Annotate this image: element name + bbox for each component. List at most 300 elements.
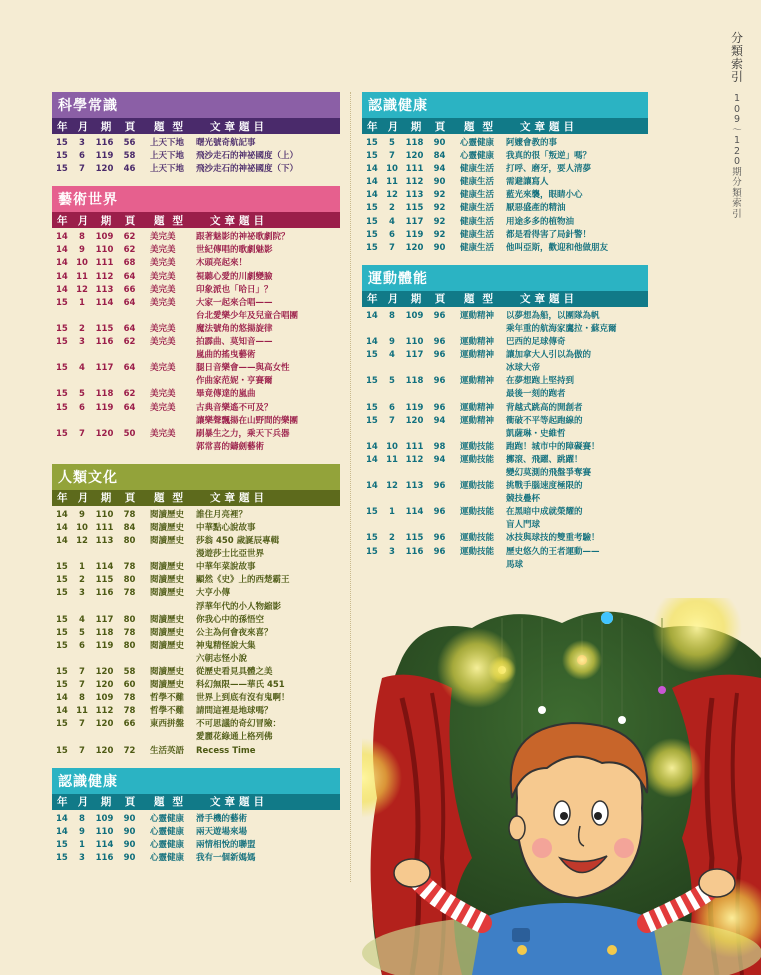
table-row	[52, 257, 340, 270]
month-cell: 2	[79, 575, 85, 586]
year-cell: 14	[56, 232, 68, 243]
category-cell: 生活英語	[150, 745, 185, 756]
issue-cell: 116	[95, 337, 114, 348]
side-title-char: 類	[730, 44, 743, 58]
right-column	[362, 92, 648, 582]
year-cell: 15	[366, 376, 378, 387]
issue-cell: 120	[405, 151, 424, 162]
year-cell	[52, 601, 72, 614]
category-cell: 哲學不難	[150, 706, 185, 717]
page-cell: 66	[123, 284, 136, 295]
page-cell: 60	[123, 680, 136, 691]
month-cell: 7	[79, 428, 85, 439]
table-row	[362, 402, 648, 415]
month-cell: 11	[76, 706, 88, 717]
issue-cell: 113	[95, 536, 114, 547]
category-cell: 閱讀歷史	[150, 667, 185, 677]
table-row	[52, 548, 340, 561]
category-cell: 運動技能	[460, 481, 495, 492]
title-cell: 嵐曲的搖曳藝術	[196, 350, 256, 361]
year-cell: 15	[56, 852, 68, 863]
page-cell	[427, 559, 452, 572]
table-row	[52, 614, 340, 627]
table-row	[52, 813, 340, 826]
header-page: 頁	[434, 293, 446, 306]
month-cell: 5	[79, 389, 85, 400]
table-header	[52, 212, 340, 228]
title-cell: 腿日音樂會——與高女性	[196, 363, 290, 374]
category-cell: 美完美	[150, 428, 176, 439]
month-cell	[72, 548, 92, 561]
page-cell: 66	[123, 719, 136, 730]
category-cell: 閱讀歷史	[150, 536, 185, 547]
page-cell: 64	[123, 402, 136, 413]
category-cell: 上天下地	[150, 164, 185, 175]
category-cell	[142, 601, 196, 614]
table-row	[52, 441, 340, 454]
issue-cell: 114	[95, 562, 114, 573]
issue-cell	[92, 310, 117, 323]
year-cell: 15	[366, 350, 378, 361]
month-cell	[72, 601, 92, 614]
header-issue: 期	[410, 293, 422, 306]
month-cell: 10	[386, 441, 398, 452]
issue-cell	[402, 362, 427, 375]
table-row	[52, 839, 340, 852]
table-row	[52, 587, 340, 600]
header-category: 題型	[154, 214, 191, 227]
year-cell: 15	[56, 164, 68, 175]
category-cell: 健康生活	[460, 177, 495, 188]
month-cell: 8	[389, 310, 395, 321]
title-cell: 在夢想跑上堅持到	[506, 376, 575, 387]
month-cell: 7	[79, 164, 85, 175]
month-cell: 4	[79, 614, 85, 625]
title-cell: 飛沙走石的神祕國度（下）	[196, 164, 299, 175]
year-cell: 14	[366, 481, 378, 492]
title-cell: 打呼、磨牙，要人清夢	[506, 164, 592, 175]
table-row	[362, 323, 648, 336]
title-cell: 厭惡盛產的精油	[506, 203, 566, 214]
month-cell: 7	[389, 151, 395, 162]
header-article: 文章題目	[210, 796, 268, 809]
category-section	[52, 464, 340, 758]
category-cell: 上天下地	[150, 151, 185, 162]
year-cell: 15	[366, 151, 378, 162]
year-cell: 14	[366, 454, 378, 465]
year-cell	[362, 519, 382, 532]
issue-cell	[92, 441, 117, 454]
table-row	[52, 718, 340, 731]
side-title-char: 索	[730, 57, 743, 71]
title-cell: 滑手機的藝術	[196, 813, 248, 824]
table-row	[52, 362, 340, 375]
page-cell: 96	[433, 546, 446, 557]
side-subtitle-char: 引	[732, 208, 742, 220]
page-cell: 90	[123, 852, 136, 863]
table-body	[362, 134, 648, 255]
category-section	[52, 92, 340, 176]
category-cell: 心靈健康	[150, 826, 185, 837]
year-cell	[362, 467, 382, 480]
year-cell	[52, 653, 72, 666]
month-cell	[72, 653, 92, 666]
year-cell: 15	[56, 680, 68, 691]
page-cell	[427, 388, 452, 401]
page-cell: 80	[123, 614, 136, 625]
table-row	[52, 679, 340, 692]
year-cell	[362, 559, 382, 572]
category-cell	[142, 349, 196, 362]
page-cell	[117, 548, 142, 561]
header-article: 文章題目	[210, 120, 268, 133]
page-cell: 90	[433, 242, 446, 253]
page-cell: 80	[123, 640, 136, 651]
page-cell	[427, 362, 452, 375]
category-cell: 運動技能	[460, 441, 495, 452]
year-cell: 15	[56, 402, 68, 413]
month-cell: 6	[389, 402, 395, 413]
header-category: 題型	[464, 293, 501, 306]
category-cell: 閱讀歷史	[150, 680, 185, 691]
issue-cell: 112	[95, 706, 114, 717]
page-cell: 84	[123, 522, 136, 533]
month-cell: 9	[389, 337, 395, 348]
issue-cell: 120	[95, 667, 114, 677]
category-section	[52, 768, 340, 865]
title-cell: 木頭亮起來！	[196, 258, 248, 269]
category-cell: 運動技能	[460, 507, 495, 518]
month-cell: 12	[386, 481, 398, 492]
issue-cell: 118	[95, 389, 114, 400]
title-cell: 魔法號角的悠揚旋律	[196, 323, 273, 334]
month-cell	[72, 310, 92, 323]
issue-cell	[92, 415, 117, 428]
category-cell: 美完美	[150, 297, 176, 308]
page-cell	[117, 653, 142, 666]
title-cell: Recess Time	[196, 745, 256, 756]
category-cell: 運動精神	[460, 415, 495, 426]
category-cell: 閱讀歷史	[150, 562, 185, 573]
year-cell: 14	[366, 310, 378, 321]
issue-cell	[92, 601, 117, 614]
table-header	[362, 118, 648, 134]
page-cell: 96	[433, 337, 446, 348]
page-cell: 96	[433, 507, 446, 518]
year-cell: 15	[56, 588, 68, 599]
table-row	[52, 297, 340, 310]
month-cell: 10	[386, 164, 398, 175]
table-row	[52, 535, 340, 548]
header-issue: 期	[100, 214, 112, 227]
header-issue: 期	[100, 796, 112, 809]
title-cell: 曙光號奇航記事	[196, 138, 256, 148]
category-cell: 美完美	[150, 284, 176, 295]
page-cell: 98	[433, 441, 446, 452]
year-cell: 15	[56, 428, 68, 439]
title-cell: 我有一個新媽媽	[196, 852, 256, 863]
year-cell	[52, 441, 72, 454]
title-cell: 漫遊莎士比亞世界	[196, 549, 265, 560]
table-row	[52, 323, 340, 336]
category-cell: 閱讀歷史	[150, 614, 185, 625]
header-category: 題型	[154, 796, 191, 809]
page-cell	[117, 310, 142, 323]
year-cell: 14	[56, 693, 68, 704]
title-cell: 印象派也「哈日」？	[196, 284, 273, 295]
title-cell: 競技疊杯	[506, 494, 541, 505]
page-cell: 84	[433, 151, 446, 162]
header-year: 年	[367, 293, 378, 306]
category-cell	[142, 653, 196, 666]
stage-illustration	[362, 598, 761, 975]
issue-cell: 117	[405, 216, 424, 227]
page-cell	[427, 467, 452, 480]
title-cell: 台北愛樂少年及兒童合唱團	[196, 310, 299, 321]
issue-cell: 119	[405, 402, 424, 413]
category-section	[362, 265, 648, 572]
month-cell: 2	[389, 203, 395, 214]
title-cell: 你我心中的孫悟空	[196, 614, 265, 625]
month-cell: 4	[389, 216, 395, 227]
category-cell	[452, 388, 506, 401]
year-cell: 15	[56, 138, 68, 148]
month-cell	[382, 519, 402, 532]
month-cell: 12	[76, 536, 88, 547]
issue-cell: 109	[95, 813, 114, 824]
category-cell	[142, 548, 196, 561]
category-cell: 閱讀歷史	[150, 627, 185, 638]
page-cell: 56	[123, 138, 136, 148]
table-row	[52, 745, 340, 758]
page-cell: 46	[123, 164, 136, 175]
year-cell: 15	[56, 562, 68, 573]
side-subtitle-char: 期	[732, 166, 742, 178]
year-cell: 15	[56, 667, 68, 677]
header-month: 月	[387, 120, 399, 133]
month-cell: 8	[79, 813, 85, 824]
table-row	[52, 627, 340, 640]
table-row	[52, 574, 340, 587]
category-cell	[142, 731, 196, 744]
table-row	[52, 826, 340, 839]
issue-cell	[92, 731, 117, 744]
title-cell: 古典音樂遙不可及？	[196, 402, 273, 413]
page-cell	[117, 731, 142, 744]
issue-cell	[402, 428, 427, 441]
issue-cell	[402, 467, 427, 480]
year-cell: 14	[366, 337, 378, 348]
table-header	[52, 490, 340, 506]
issue-cell: 116	[405, 546, 424, 557]
issue-cell: 113	[405, 190, 424, 201]
issue-cell: 120	[95, 745, 114, 756]
header-month: 月	[77, 120, 89, 133]
category-cell: 運動精神	[460, 376, 495, 387]
title-cell: 最後一刻的跑者	[506, 389, 566, 400]
issue-cell: 115	[405, 533, 424, 544]
year-cell: 15	[56, 614, 68, 625]
page-cell	[117, 415, 142, 428]
month-cell: 9	[79, 509, 85, 520]
header-article: 文章題目	[210, 214, 268, 227]
issue-cell: 114	[405, 507, 424, 518]
title-cell: 兩情相悅的聯盟	[196, 839, 256, 850]
table-row	[52, 601, 340, 614]
title-cell: 凱薩琳・史維哲	[506, 428, 566, 439]
page-cell: 90	[123, 839, 136, 850]
month-cell: 1	[79, 839, 85, 850]
issue-cell: 109	[95, 693, 114, 704]
side-title-char: 引	[730, 70, 743, 84]
month-cell: 8	[79, 693, 85, 704]
header-month: 月	[387, 293, 399, 306]
page-cell: 80	[123, 575, 136, 586]
month-cell: 3	[79, 337, 85, 348]
page-cell: 94	[433, 415, 446, 426]
category-cell: 美完美	[150, 402, 176, 413]
year-cell	[52, 731, 72, 744]
page-cell	[427, 519, 452, 532]
title-cell: 歷史悠久的王者運動——	[506, 546, 600, 557]
page-cell: 78	[123, 509, 136, 520]
table-row	[52, 705, 340, 718]
issue-cell: 114	[95, 297, 114, 308]
table-row	[52, 310, 340, 323]
header-year: 年	[57, 492, 68, 505]
header-year: 年	[57, 120, 68, 133]
page-cell: 72	[123, 745, 136, 756]
title-cell: 跟著魅影的神祕歌劇院？	[196, 232, 290, 243]
side-subtitle-char: 9	[733, 114, 741, 125]
issue-cell: 120	[95, 164, 114, 175]
table-row	[52, 163, 340, 176]
year-cell: 15	[366, 229, 378, 240]
header-year: 年	[57, 214, 68, 227]
year-cell: 15	[56, 363, 68, 374]
year-cell: 15	[366, 546, 378, 557]
issue-cell: 119	[95, 402, 114, 413]
column-divider	[350, 92, 351, 882]
category-cell	[142, 310, 196, 323]
page-cell: 94	[433, 454, 446, 465]
month-cell	[72, 375, 92, 388]
category-cell: 閱讀歷史	[150, 509, 185, 520]
month-cell: 1	[389, 507, 395, 518]
page-cell: 96	[433, 310, 446, 321]
page-cell: 90	[123, 813, 136, 824]
issue-cell: 120	[95, 428, 114, 439]
header-month: 月	[77, 214, 89, 227]
title-cell: 大家一起來合唱——	[196, 297, 273, 308]
title-cell: 六朝志怪小說	[196, 653, 248, 664]
month-cell: 7	[79, 667, 85, 677]
issue-cell: 110	[95, 509, 114, 520]
table-row	[362, 362, 648, 375]
issue-cell: 114	[95, 839, 114, 850]
year-cell	[362, 323, 382, 336]
header-year: 年	[57, 796, 68, 809]
side-subtitle-char: 類	[732, 187, 742, 199]
section-title: 藝術世界	[52, 186, 340, 212]
issue-cell: 116	[95, 588, 114, 599]
page-cell	[117, 375, 142, 388]
side-subtitle-char: 1	[733, 93, 741, 104]
issue-cell: 116	[95, 138, 114, 148]
month-cell: 7	[389, 415, 395, 426]
section-title: 科學常識	[52, 92, 340, 118]
header-page: 頁	[124, 120, 136, 133]
page-cell: 92	[433, 229, 446, 240]
page-cell	[427, 493, 452, 506]
year-cell: 15	[366, 533, 378, 544]
issue-cell: 110	[95, 826, 114, 837]
table-body	[52, 228, 340, 454]
month-cell: 11	[386, 177, 398, 188]
title-cell: 作曲家范妮・亨賽爾	[196, 376, 273, 387]
issue-cell: 111	[405, 164, 424, 175]
year-cell: 15	[56, 719, 68, 730]
issue-cell: 118	[405, 138, 424, 148]
category-cell: 心靈健康	[150, 813, 185, 824]
side-subtitle-char: 0	[733, 156, 741, 167]
table-row	[362, 388, 648, 401]
title-cell: 藍光來襲，眼睛小心	[506, 190, 583, 201]
issue-cell: 117	[405, 350, 424, 361]
year-cell: 15	[56, 389, 68, 400]
issue-cell: 120	[405, 415, 424, 426]
category-cell	[452, 519, 506, 532]
title-cell: 跑跑！城市中的障礙賽！	[506, 441, 600, 452]
title-cell: 神鬼精怪說大集	[196, 640, 256, 651]
header-issue: 期	[100, 492, 112, 505]
table-row	[362, 546, 648, 559]
table-row	[52, 653, 340, 666]
category-cell: 運動精神	[460, 310, 495, 321]
month-cell: 6	[389, 229, 395, 240]
category-cell: 健康生活	[460, 229, 495, 240]
month-cell: 7	[79, 680, 85, 691]
table-row	[362, 506, 648, 519]
month-cell: 3	[79, 588, 85, 599]
section-title: 人類文化	[52, 464, 340, 490]
year-cell: 15	[366, 402, 378, 413]
table-row	[362, 454, 648, 467]
page-cell: 58	[123, 151, 136, 162]
year-cell: 15	[56, 337, 68, 348]
year-cell: 14	[56, 522, 68, 533]
category-cell: 運動精神	[460, 402, 495, 413]
issue-cell: 115	[95, 323, 114, 334]
title-cell: 在黑暗中成就榮耀的	[506, 507, 583, 518]
year-cell: 15	[56, 323, 68, 334]
issue-cell	[402, 559, 427, 572]
page-cell: 78	[123, 706, 136, 717]
issue-cell: 120	[405, 242, 424, 253]
title-cell: 世紀傳唱的歌劇魅影	[196, 245, 273, 256]
month-cell: 1	[79, 562, 85, 573]
title-cell: 擲滾、飛躍、跳躍！	[506, 454, 583, 465]
header-year: 年	[367, 120, 378, 133]
page-cell: 68	[123, 258, 136, 269]
category-cell: 美完美	[150, 258, 176, 269]
category-cell: 心靈健康	[150, 852, 185, 863]
title-cell: 中華年菜說故事	[196, 562, 256, 573]
month-cell: 1	[79, 297, 85, 308]
year-cell: 14	[56, 826, 68, 837]
month-cell	[382, 493, 402, 506]
table-row	[362, 519, 648, 532]
